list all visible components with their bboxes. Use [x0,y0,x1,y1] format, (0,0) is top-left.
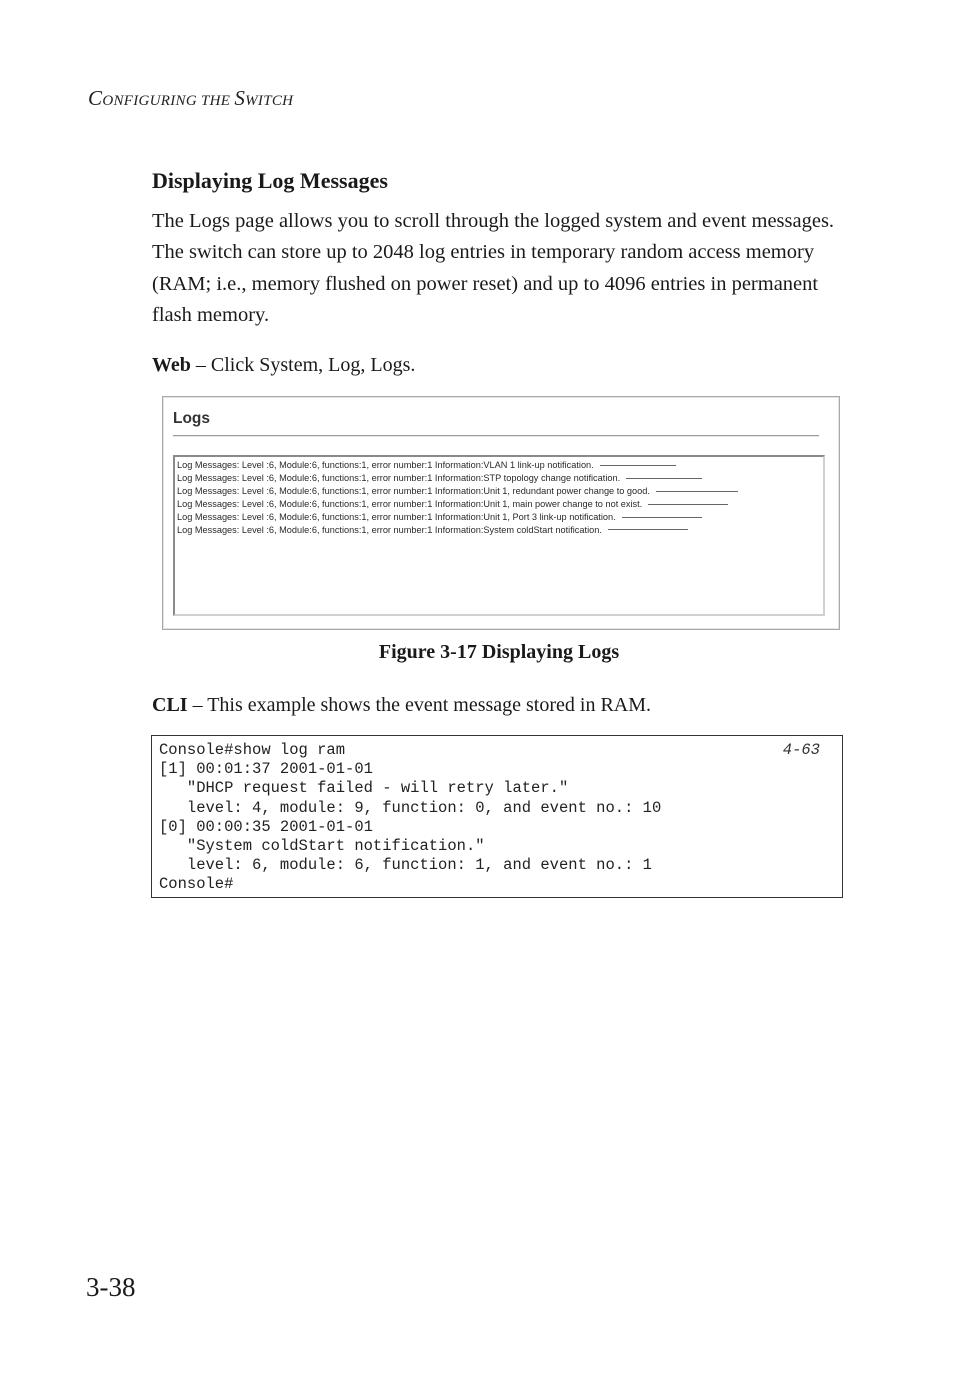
log-message-text: Log Messages: Level :6, Module:6, functions:1, error number:1 Information:STP topology change notification. [177,473,621,484]
log-message-text: Log Messages: Level :6, Module:6, functions:1, error number:1 Information:Unit 1, Port 3 link-up notification. [177,512,616,522]
cli-instruction [152,694,651,717]
figure-caption: Figure 3-17 Displaying Logs [378,641,620,663]
log-message-text: Log Messages: Level :6, Module:6, functions:1, error number:1 Information:VLAN 1 link-up notification. [177,460,594,471]
callout-line [648,504,728,505]
callout-line [608,529,688,530]
callout-line [626,478,702,479]
callout-line [656,491,738,492]
cli-code-block [151,735,843,898]
web-instruction-text: – Click System, Log, Logs. [190,354,416,376]
cli-code-text: Console#show log ram [1] 00:01:37 2001-01-01 "DHCP request failed - will retry later." level: 4, module: 9, function: 0, and event no.: 10 [0] 00:00:35 2001-01-01 "System coldStart notification." level: 6, module: 6, function: 1, and event no.: 1 Console# [159,741,662,894]
web-label: Web [152,354,191,376]
section-title: Displaying Log Messages [152,168,388,193]
logs-screenshot-figure [162,396,840,630]
running-header-initial-s: S [234,86,246,110]
log-message-item[interactable] [177,511,823,524]
cli-instruction-text: – This example shows the event message stored in RAM. [187,694,652,716]
command-reference: 4-63 [782,741,820,759]
page-number: 3-38 [86,1272,136,1302]
title-divider [173,435,819,437]
running-header-part1: ONFIGURING THE [102,93,235,109]
logs-window-title: Logs [173,410,211,427]
log-message-item[interactable] [177,523,823,536]
cli-label: CLI [152,694,188,716]
log-message-item[interactable] [177,459,823,472]
log-message-text: Log Messages: Level :6, Module:6, functions:1, error number:1 Information:System coldStart notification. [177,524,602,535]
callout-line [600,465,676,466]
log-messages-list [175,457,823,536]
log-message-text: Log Messages: Level :6, Module:6, functions:1, error number:1 Information:Unit 1, main power change to not exist. [177,499,643,510]
log-message-item[interactable] [177,498,823,511]
running-header-part2: WITCH [245,93,294,109]
intro-paragraph: The Logs page allows you to scroll through the logged system and event messages. The switch can store up to 2048 log entries in temporary random access memory (RAM; i.e., memory flushed on power reset) and up to 4096 entries in permanent flash memory. [152,210,835,326]
log-messages-listbox[interactable] [173,455,825,616]
log-message-text: Log Messages: Level :6, Module:6, functions:1, error number:1 Information:Unit 1, redundant power change to good. [177,486,650,497]
running-header [88,86,293,111]
running-header-initial-c: C [88,86,103,110]
log-message-item[interactable] [177,485,823,498]
web-instruction [152,354,415,377]
log-message-item[interactable] [177,472,823,485]
callout-line [622,517,702,518]
